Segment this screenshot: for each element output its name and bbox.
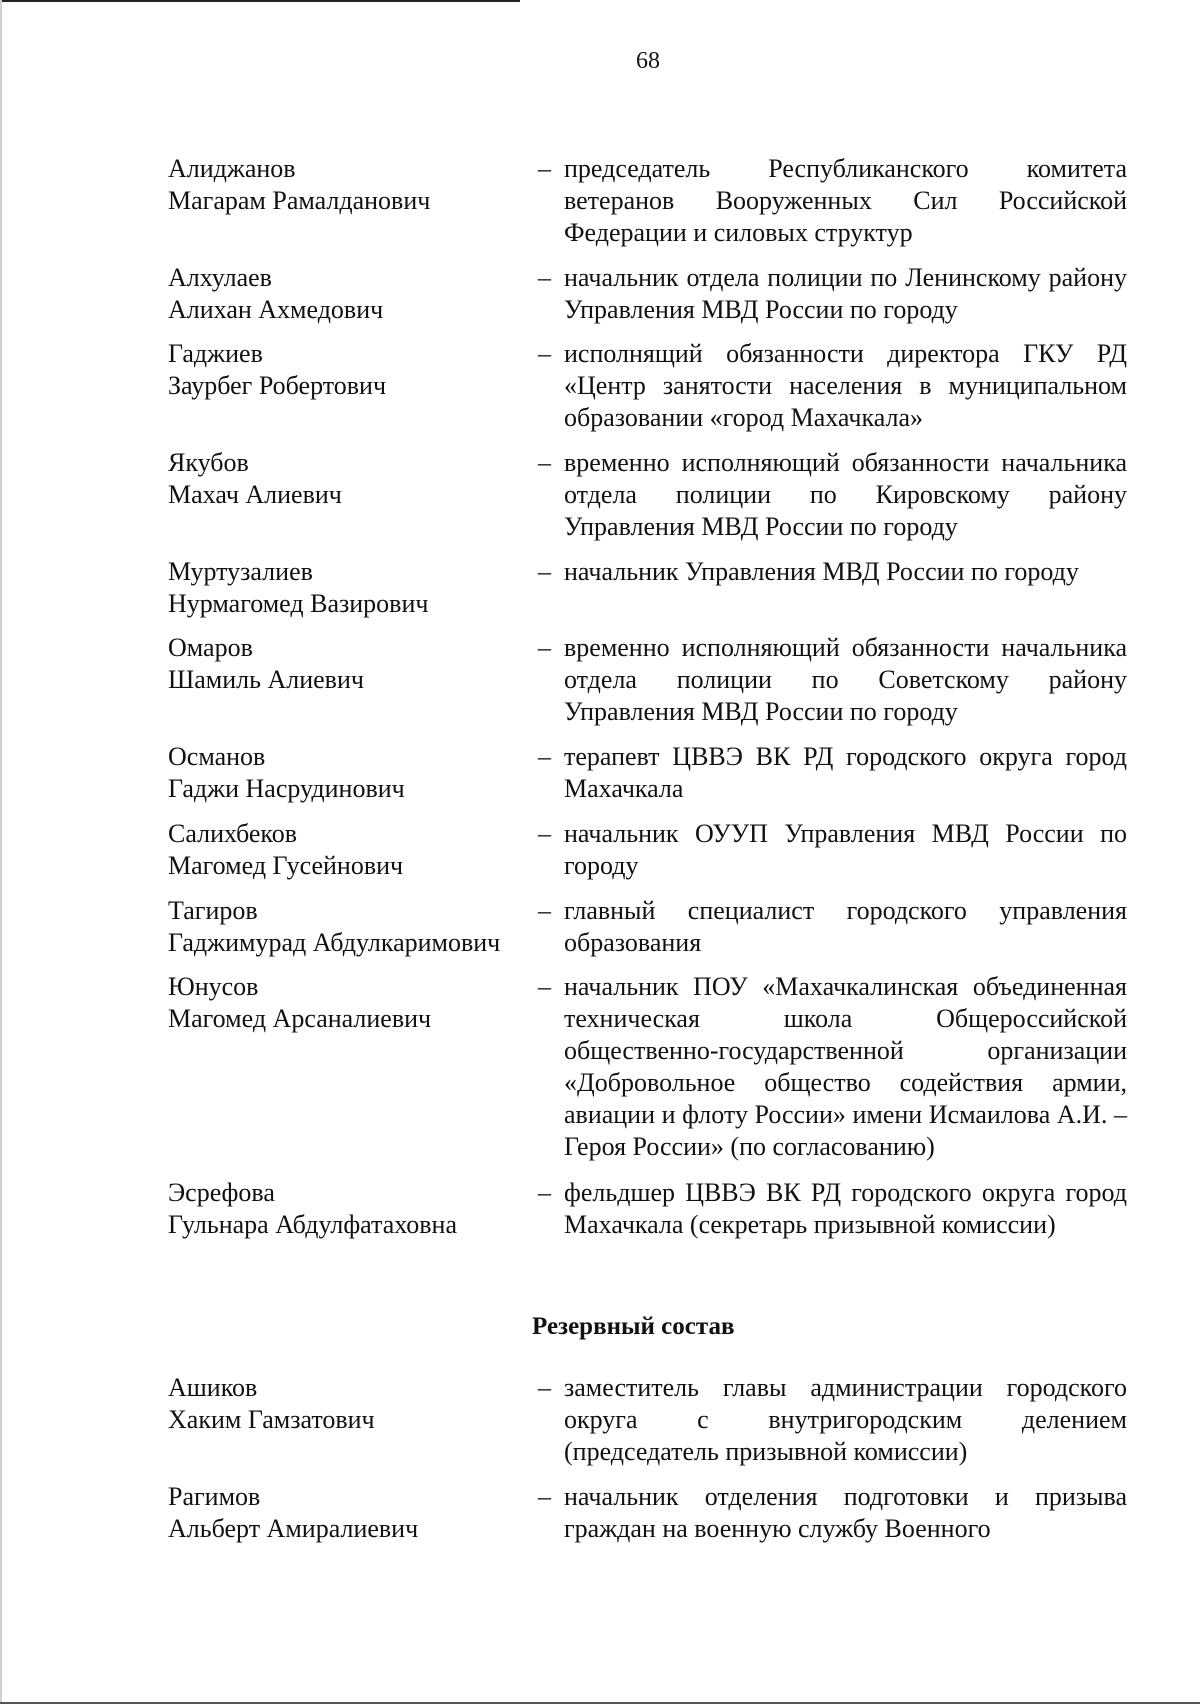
list-dash: –	[538, 154, 551, 183]
member-surname: Салихбеков	[168, 819, 298, 848]
member-position: начальник Управления МВД России по городу	[564, 557, 1079, 586]
member-name	[168, 1481, 538, 1545]
member-position: председатель Республиканского комитета ветеранов Вооруженных Сил Российской Федерации и силовых структур	[564, 154, 1127, 247]
member-name	[168, 818, 538, 882]
member-surname: Алиджанов	[168, 154, 296, 183]
member-surname: Рагимов	[168, 1482, 261, 1511]
member-given-names: Магомед Гусейнович	[168, 851, 404, 880]
member-given-names: Альберт Амиралиевич	[168, 1514, 419, 1543]
member-given-names: Гульнара Абдулфатаховна	[168, 1210, 457, 1239]
list-dash: –	[538, 972, 551, 1001]
member-position: исполнящий обязанности директора ГКУ РД «Центр занятости населения в муниципальном образовании «город Махачкала»	[564, 339, 1127, 432]
member-given-names: Магомед Арсаналиевич	[168, 1004, 432, 1033]
member-given-names: Заурбег Робертович	[168, 371, 387, 400]
member-name	[168, 1177, 538, 1241]
list-dash: –	[538, 1178, 551, 1207]
list-dash: –	[538, 263, 551, 292]
member-position: начальник ОУУП Управления МВД России по городу	[564, 819, 1127, 880]
member-given-names: Нурмагомед Вазирович	[168, 589, 429, 618]
member-surname: Муртузалиев	[168, 557, 313, 586]
member-position: временно исполняющий обязанности начальника отдела полиции по Кировскому району Управления МВД России по городу	[564, 448, 1127, 541]
list-dash: –	[538, 896, 551, 925]
scan-edge-top	[0, 0, 520, 2]
member-given-names: Магарам Рамалданович	[168, 186, 431, 215]
member-name	[168, 895, 538, 959]
member-name	[168, 338, 538, 402]
list-dash: –	[538, 1373, 551, 1402]
page-number: 68	[636, 48, 660, 74]
member-name	[168, 971, 538, 1035]
list-dash: –	[538, 557, 551, 586]
member-position: терапевт ЦВВЭ ВК РД городского округа город Махачкала	[564, 742, 1127, 803]
member-given-names: Гаджи Насрудинович	[168, 774, 405, 803]
member-name	[168, 556, 538, 620]
member-given-names: Гаджимурад Абдулкаримович	[168, 928, 501, 957]
member-surname: Ашиков	[168, 1373, 258, 1402]
list-dash: –	[538, 633, 551, 662]
member-name	[168, 1372, 538, 1436]
list-dash: –	[538, 1482, 551, 1511]
member-name	[168, 741, 538, 805]
member-position: фельдшер ЦВВЭ ВК РД городского округа город Махачкала (секретарь призывной комиссии)	[564, 1178, 1127, 1239]
member-position: начальник отделения подготовки и призыва граждан на военную службу Военного	[564, 1482, 1127, 1543]
member-given-names: Хаким Гамзатович	[168, 1405, 375, 1434]
member-given-names: Махач Алиевич	[168, 480, 342, 509]
member-position: заместитель главы администрации городского округа с внутригородским делением (председатель призывной комиссии)	[564, 1373, 1127, 1466]
member-surname: Тагиров	[168, 896, 258, 925]
member-given-names: Алихан Ахмедович	[168, 295, 384, 324]
member-position: начальник отдела полиции по Ленинскому району Управления МВД России по городу	[564, 263, 1127, 324]
list-dash: –	[538, 448, 551, 477]
member-position: главный специалист городского управления образования	[564, 896, 1127, 957]
member-surname: Эсрефова	[168, 1178, 275, 1207]
member-position: начальник ПОУ «Махачкалинская объединенная техническая школа Общероссийской общественно-государственной организации «Добровольное общество содействия армии, авиации и флоту России» имени Исмаилова А.И. – Героя России» (по согласованию)	[564, 972, 1127, 1161]
member-surname: Гаджиев	[168, 339, 263, 368]
member-name	[168, 447, 538, 511]
list-dash: –	[538, 742, 551, 771]
member-name	[168, 632, 538, 696]
member-given-names: Шамиль Алиевич	[168, 665, 364, 694]
member-surname: Юнусов	[168, 972, 259, 1001]
member-position: временно исполняющий обязанности начальника отдела полиции по Советскому району Управления МВД России по городу	[564, 633, 1127, 726]
member-name	[168, 262, 538, 326]
member-surname: Алхулаев	[168, 263, 272, 292]
member-surname: Якубов	[168, 448, 249, 477]
member-surname: Османов	[168, 742, 266, 771]
member-surname: Омаров	[168, 633, 253, 662]
reserve-section-heading: Резервный состав	[532, 1313, 735, 1340]
member-name	[168, 153, 538, 217]
scan-edge-left	[0, 0, 2, 1704]
list-dash: –	[538, 819, 551, 848]
list-dash: –	[538, 339, 551, 368]
